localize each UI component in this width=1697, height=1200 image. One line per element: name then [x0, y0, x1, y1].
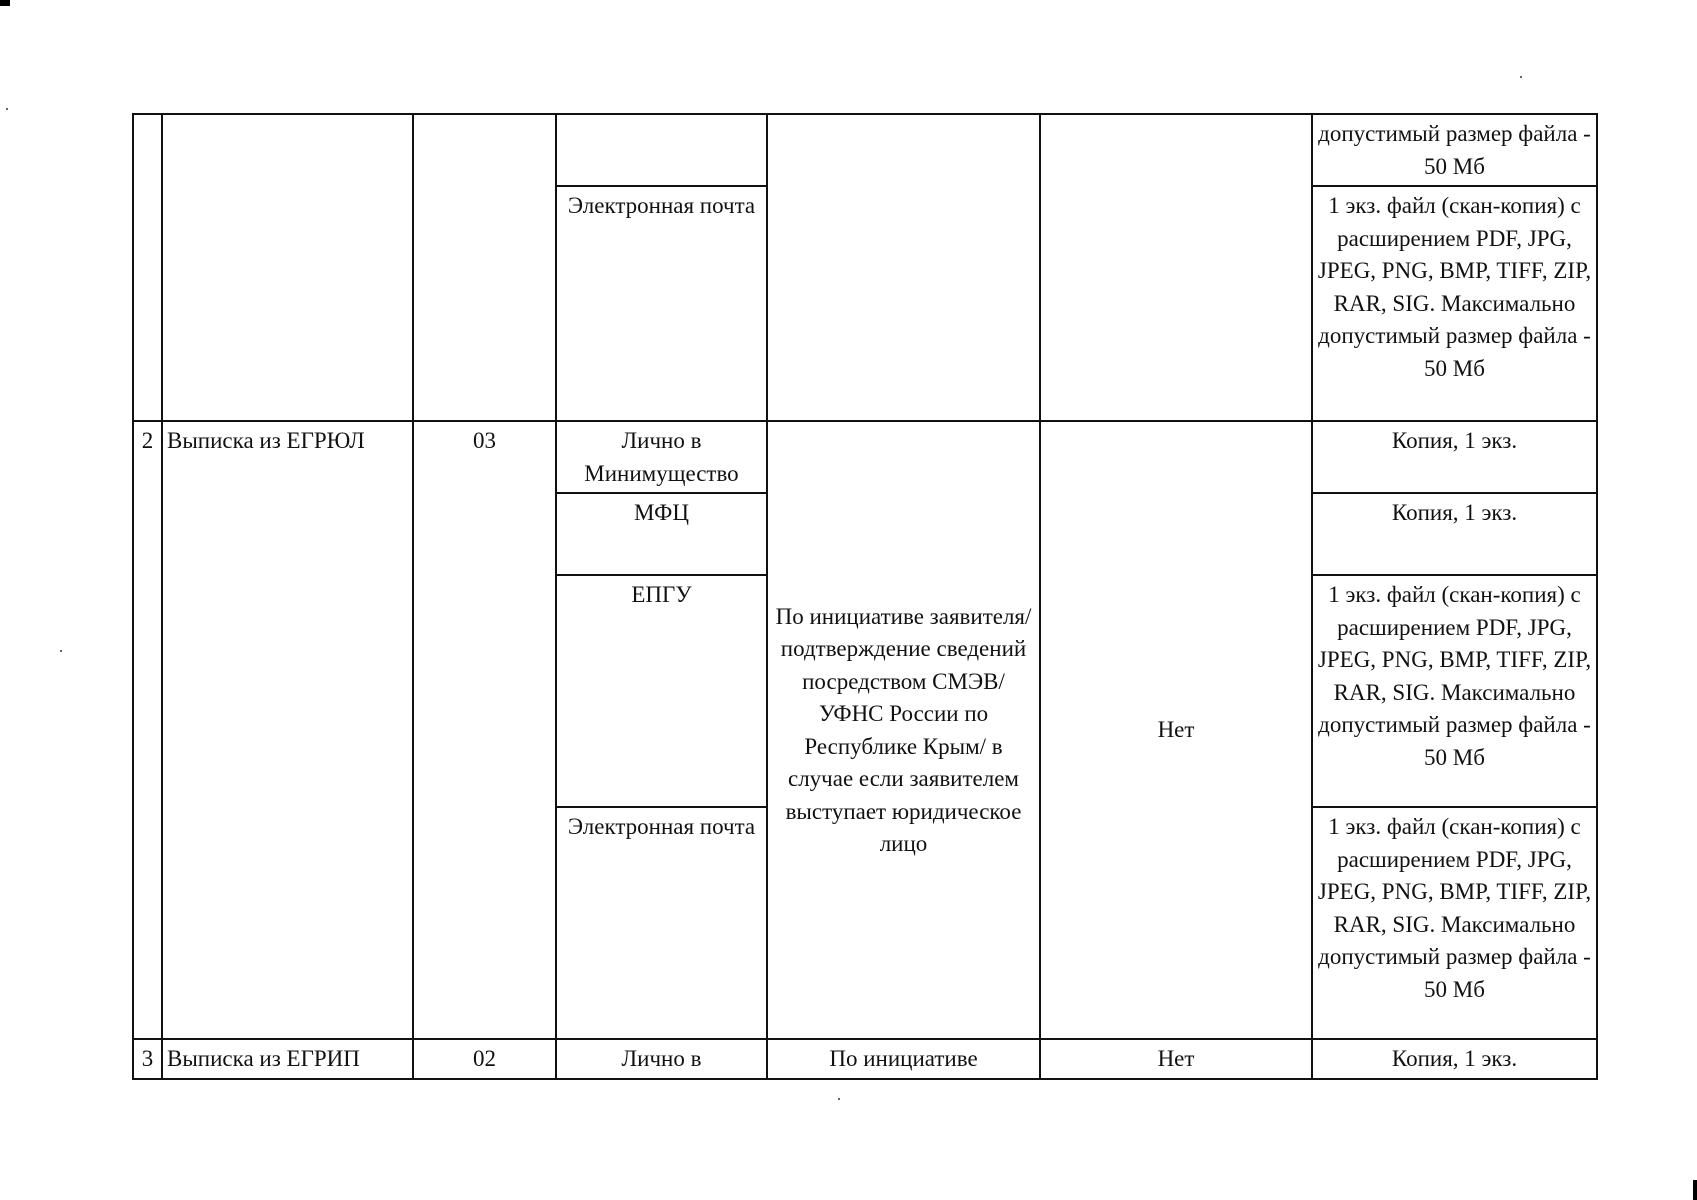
channel-cell: Лично в Минимущество	[556, 421, 767, 493]
format-cell: Копия, 1 экз.	[1312, 421, 1597, 493]
format-cell: Копия, 1 экз.	[1312, 1039, 1597, 1079]
format-cell: 1 экз. файл (скан-копия) с расширением PDF, JPG, JPEG, PNG, BMP, TIFF, ZIP, RAR, SIG. Максимально допустимый размер файла - 50 Мб	[1312, 807, 1597, 1039]
row-number-cell: 3	[133, 1039, 162, 1079]
document-name-cell: Выписка из ЕГРИП	[162, 1039, 413, 1079]
condition-cell	[767, 114, 1040, 421]
interagency-cell	[1040, 114, 1312, 421]
document-name-cell	[162, 114, 413, 421]
document-code-cell: 03	[413, 421, 556, 1039]
format-cell: 1 экз. файл (скан-копия) с расширением PDF, JPG, JPEG, PNG, BMP, TIFF, ZIP, RAR, SIG. Максимально допустимый размер файла - 50 Мб	[1312, 186, 1597, 421]
document-name-cell: Выписка из ЕГРЮЛ	[162, 421, 413, 1039]
condition-cell: По инициативе	[767, 1039, 1040, 1079]
scan-speck	[838, 1098, 840, 1100]
row-number-cell: 2	[133, 421, 162, 1039]
scan-speck	[6, 108, 8, 110]
documents-table	[132, 113, 1598, 1080]
channel-cell: ЕПГУ	[556, 575, 767, 807]
row-number-cell	[133, 114, 162, 421]
channel-cell: Электронная почта	[556, 807, 767, 1039]
scan-edge-mark	[1693, 1180, 1697, 1200]
table-row	[133, 421, 1597, 493]
channel-cell: МФЦ	[556, 493, 767, 575]
condition-cell: По инициативе заявителя/ подтверждение сведений посредством СМЭВ/ УФНС России по Республике Крым/ в случае если заявителем выступает юридическое лицо	[767, 421, 1040, 1039]
table-row	[133, 1039, 1597, 1079]
scan-speck	[60, 650, 62, 652]
channel-cell: Лично в	[556, 1039, 767, 1079]
format-cell: 1 экз. файл (скан-копия) с расширением PDF, JPG, JPEG, PNG, BMP, TIFF, ZIP, RAR, SIG. Максимально допустимый размер файла - 50 Мб	[1312, 575, 1597, 807]
scan-speck	[1520, 76, 1522, 78]
interagency-cell: Нет	[1040, 421, 1312, 1039]
document-code-cell: 02	[413, 1039, 556, 1079]
format-cell: допустимый размер файла - 50 Мб	[1312, 114, 1597, 186]
interagency-cell: Нет	[1040, 1039, 1312, 1079]
channel-cell: Электронная почта	[556, 186, 767, 421]
channel-cell	[556, 114, 767, 186]
table-row	[133, 114, 1597, 186]
scan-corner-mark	[0, 0, 10, 6]
document-code-cell	[413, 114, 556, 421]
format-cell: Копия, 1 экз.	[1312, 493, 1597, 575]
